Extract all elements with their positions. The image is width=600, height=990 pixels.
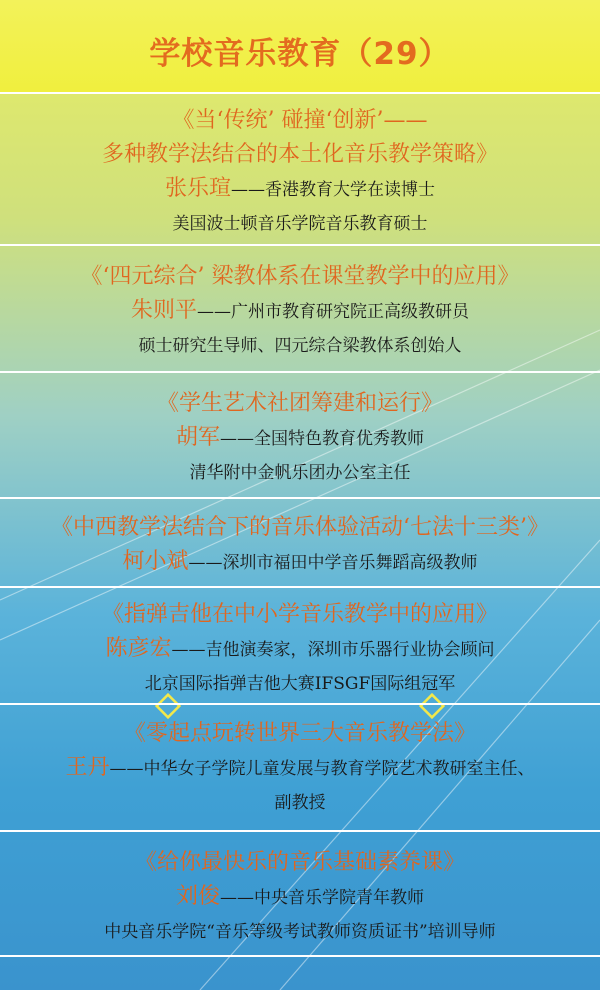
lecturer-name: 王丹 bbox=[65, 755, 110, 780]
lecturer-description: ——全国特色教育优秀教师 bbox=[220, 429, 424, 449]
lecturer-name: 胡军 bbox=[175, 425, 220, 450]
lecture-section-6 bbox=[0, 703, 600, 830]
lecturer-description: 美国波士顿音乐学院音乐教育硕士 bbox=[172, 214, 428, 234]
lecturer-name: 刘俊 bbox=[175, 884, 220, 909]
lecture-section-4 bbox=[0, 497, 600, 586]
lecture-title: 《中西教学法结合下的音乐体验活动‘七法十三类’》 bbox=[51, 515, 549, 540]
header-banner bbox=[0, 0, 600, 92]
lecture-title: 《指弹吉他在中小学音乐教学中的应用》 bbox=[101, 602, 498, 627]
lecture-title: 多种教学法结合的本土化音乐教学策略》 bbox=[101, 142, 498, 167]
lecturer-description: ——广州市教育研究院正高级教研员 bbox=[197, 302, 469, 322]
lecture-section-1 bbox=[0, 92, 600, 244]
lecture-section-3 bbox=[0, 371, 600, 497]
lecturer-description: 北京国际指弹吉他大赛IFSGF国际组冠军 bbox=[144, 674, 456, 694]
lecturer-description: 硕士研究生导师、四元综合梁教体系创始人 bbox=[138, 336, 462, 356]
lecturer-description: 清华附中金帆乐团办公室主任 bbox=[189, 463, 411, 483]
lecturer-description: ——香港教育大学在读博士 bbox=[231, 180, 435, 200]
lecture-section-7 bbox=[0, 830, 600, 955]
lecturer-name: 张乐瑄 bbox=[164, 176, 231, 201]
lecturer-name: 朱则平 bbox=[130, 298, 197, 323]
lecture-title: 《当‘传统’ 碰撞‘创新’—— bbox=[172, 108, 428, 133]
lecturer-description: ——吉他演奏家，深圳市乐器行业协会顾问 bbox=[171, 640, 495, 660]
lecture-title: 《给你最快乐的音乐基础素养课》 bbox=[134, 850, 465, 875]
lecture-title: 《零起点玩转世界三大音乐教学法》 bbox=[123, 721, 476, 746]
lecture-title: 《学生艺术社团筹建和运行》 bbox=[156, 391, 443, 416]
lecturer-description: ——中央音乐学院青年教师 bbox=[220, 888, 424, 908]
lecturer-name: 陈彦宏 bbox=[105, 636, 172, 661]
lecturer-description: ——深圳市福田中学音乐舞蹈高级教师 bbox=[188, 553, 478, 573]
lecturer-name: 柯小斌 bbox=[122, 549, 189, 574]
lecturer-description: 中央音乐学院“音乐等级考试教师资质证书”培训导师 bbox=[104, 922, 496, 942]
page-title: 学校音乐教育（29） bbox=[149, 36, 451, 72]
lecture-section-2 bbox=[0, 244, 600, 371]
lecturer-description: ——中华女子学院儿童发展与教育学院艺术教研室主任、 bbox=[109, 759, 535, 779]
lecture-title: 《‘四元综合’ 梁教体系在课堂教学中的应用》 bbox=[80, 264, 520, 289]
lecturer-description: 副教授 bbox=[274, 793, 326, 813]
lecture-section-5 bbox=[0, 586, 600, 703]
bottom-divider bbox=[0, 955, 600, 957]
